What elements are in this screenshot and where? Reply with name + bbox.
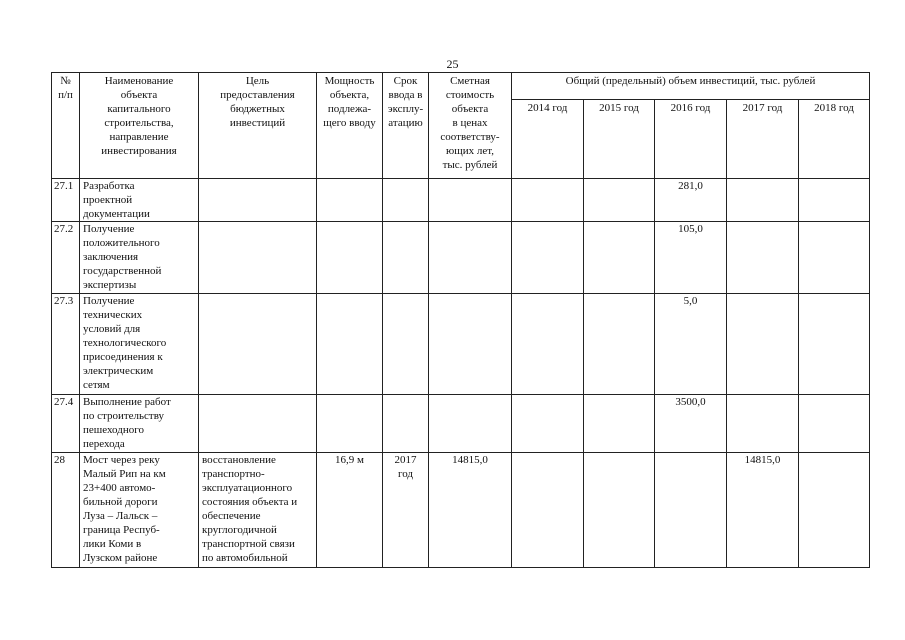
row-cost: 14815,0: [429, 453, 512, 568]
row-goal: [199, 179, 317, 222]
row-term: [383, 222, 429, 294]
header-year: 2016 год: [655, 100, 727, 179]
row-2018: [799, 179, 870, 222]
row-capacity: [317, 179, 383, 222]
row-term: [383, 179, 429, 222]
row-goal: восстановление транспортно- эксплуатационного состояния объекта и обеспечение круглогодичной транспортной связи по автомобильной: [199, 453, 317, 568]
row-capacity: [317, 222, 383, 294]
row-term: 2017 год: [383, 453, 429, 568]
header-year: 2014 год: [512, 100, 584, 179]
row-2016: [655, 453, 727, 568]
header-capacity: Мощность объекта, подлежа- щего вводу: [317, 73, 383, 179]
table-row: [52, 453, 870, 568]
row-2017: [727, 222, 799, 294]
header-year: 2018 год: [799, 100, 870, 179]
row-2014: [512, 453, 584, 568]
row-2018: [799, 395, 870, 453]
investment-table: [51, 72, 870, 568]
row-num: 28: [52, 453, 80, 568]
table-row: [52, 179, 870, 222]
row-name: Выполнение работ по строительству пешеходного перехода: [80, 395, 199, 453]
table-row: [52, 294, 870, 395]
header-row: [52, 73, 870, 100]
header-num: № п/п: [52, 73, 80, 179]
row-2017: 14815,0: [727, 453, 799, 568]
row-name: Получение положительного заключения государственной экспертизы: [80, 222, 199, 294]
row-2014: [512, 294, 584, 395]
row-2016: 5,0: [655, 294, 727, 395]
row-goal: [199, 294, 317, 395]
row-2018: [799, 222, 870, 294]
row-goal: [199, 222, 317, 294]
header-name: Наименование объекта капитального строительства, направление инвестирования: [80, 73, 199, 179]
header-total-investment: Общий (предельный) объем инвестиций, тыс. рублей: [512, 73, 870, 100]
row-capacity: [317, 294, 383, 395]
row-name: Мост через реку Малый Рип на км 23+400 автомо- бильной дороги Луза – Лальск – граница Респуб- лики Коми в Лузском районе: [80, 453, 199, 568]
row-cost: [429, 294, 512, 395]
row-2017: [727, 294, 799, 395]
header-term: Срок ввода в эксплу- атацию: [383, 73, 429, 179]
row-2017: [727, 179, 799, 222]
row-2015: [584, 453, 655, 568]
row-term: [383, 294, 429, 395]
row-num: 27.3: [52, 294, 80, 395]
row-2014: [512, 222, 584, 294]
row-2017: [727, 395, 799, 453]
row-2014: [512, 395, 584, 453]
row-cost: [429, 222, 512, 294]
row-term: [383, 395, 429, 453]
header-cost: Сметная стоимость объекта в ценах соответству- ющих лет, тыс. рублей: [429, 73, 512, 179]
row-2015: [584, 395, 655, 453]
row-2018: [799, 294, 870, 395]
row-2014: [512, 179, 584, 222]
row-2016: 281,0: [655, 179, 727, 222]
page-number: 25: [446, 57, 459, 71]
header-year: 2015 год: [584, 100, 655, 179]
row-num: 27.4: [52, 395, 80, 453]
row-cost: [429, 179, 512, 222]
row-2016: 3500,0: [655, 395, 727, 453]
row-name: Получение технических условий для технологического присоединения к электрическим сетям: [80, 294, 199, 395]
row-goal: [199, 395, 317, 453]
row-capacity: 16,9 м: [317, 453, 383, 568]
row-num: 27.1: [52, 179, 80, 222]
row-num: 27.2: [52, 222, 80, 294]
row-2016: 105,0: [655, 222, 727, 294]
row-name: Разработка проектной документации: [80, 179, 199, 222]
row-2015: [584, 179, 655, 222]
row-2018: [799, 453, 870, 568]
table-row: [52, 395, 870, 453]
row-2015: [584, 222, 655, 294]
header-goal: Цель предоставления бюджетных инвестиций: [199, 73, 317, 179]
table-row: [52, 222, 870, 294]
header-year: 2017 год: [727, 100, 799, 179]
row-cost: [429, 395, 512, 453]
row-2015: [584, 294, 655, 395]
row-capacity: [317, 395, 383, 453]
